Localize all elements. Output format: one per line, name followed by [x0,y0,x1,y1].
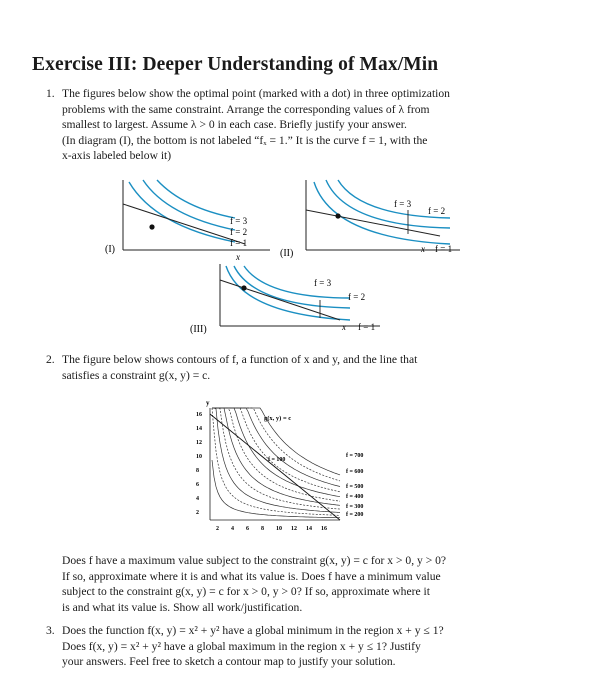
x-tick-label: 16 [321,526,327,532]
question-number: 1. [46,87,55,100]
axis-label-x: x [342,322,346,332]
page-title: Exercise III: Deeper Understanding of Max/Min [32,54,439,75]
figure-2 [280,176,485,266]
y-tick-label: 2 [196,510,199,516]
contour-chart [190,396,390,538]
figure-label: (I) [105,244,115,255]
axis-label-y: y [206,399,210,407]
curve-label: f = 3 [230,216,248,226]
question-line: The figures below show the optimal point (marked with a dot) in three optimization [62,87,450,100]
question-line: If so, approximate where it is and what its value is. Does f have a minimum value [62,569,441,583]
question-line: x-axis labeled below it) [62,149,172,163]
curve-label: f = 2 [428,206,446,216]
level-curve [226,266,350,320]
y-tick-label: 16 [196,412,202,418]
question-1 [46,86,566,164]
x-tick-label: 6 [246,526,249,532]
question-line: smallest to largest. Assume λ > 0 in each case. Briefly justify your answer. [62,118,407,132]
contour-label: f = 100 [268,457,286,463]
question-line: Does f have a maximum value subject to the constraint g(x, y) = c for x > 0, y > 0? [62,554,447,567]
question-number: 2. [46,353,55,366]
x-tick-label: 8 [261,526,264,532]
level-curve [157,180,235,218]
constraint-label: g(x, y) = c [264,415,292,422]
question-line: is and what its value is. Show all work/justification. [62,600,303,614]
optimal-point [149,224,154,229]
question-line: The figure below shows contours of f, a function of x and y, and the line that [62,353,418,366]
question-line: your answers. Feel free to sketch a contour map to justify your solution. [62,655,396,669]
axis-label-x: x [236,252,240,262]
curve-label: f = 3 [394,199,412,209]
contour-label: f = 600 [346,469,364,475]
contour-label: f = 400 [346,494,364,500]
axis-label-x: x [421,244,425,254]
level-curve [326,180,450,228]
contour-label: f = 700 [346,453,364,459]
figure-1 [95,176,280,266]
curve-label: f = 1 [435,244,453,254]
y-tick-label: 6 [196,482,199,488]
optimal-point [335,213,340,218]
y-tick-label: 8 [196,468,199,474]
constraint-line [123,204,248,244]
y-tick-label: 12 [196,440,202,446]
figure-3 [190,262,410,342]
question-line: (In diagram (I), the bottom is not labeled “fₓ = 1.” It is the curve f = 1, with the [62,133,428,147]
x-tick-label: 14 [306,526,312,532]
contour-label: f = 500 [346,484,364,490]
curve-label: f = 2 [348,292,366,302]
level-curve [143,180,235,230]
question-line: satisfies a constraint g(x, y) = c. [62,368,211,382]
curve-label: f = 1 [358,322,376,332]
figure-label: (II) [280,248,294,259]
question-3 [46,623,566,670]
question-line: subject to the constraint g(x, y) = c for x > 0, y > 0? If so, approximate where it [62,585,430,599]
y-tick-label: 4 [196,496,199,502]
y-tick-label: 10 [196,454,202,460]
contour-label: f = 200 [346,512,364,518]
question-line: problems with the same constraint. Arrange the corresponding values of λ from [62,102,430,116]
y-tick-label: 14 [196,426,202,432]
figure-label: (III) [190,324,207,335]
question-line: Does the function f(x, y) = x² + y² have a global minimum in the region x + y ≤ 1? [62,624,444,637]
curve-label: f = 2 [230,227,248,237]
question-number: 3. [46,624,55,637]
curve-label: f = 1 [230,238,248,248]
question-2-followup [62,553,567,615]
x-tick-label: 12 [291,526,297,532]
x-tick-label: 4 [231,526,234,532]
curve-label: f = 3 [314,278,332,288]
contour-curve [212,460,340,518]
contour-label: f = 300 [346,504,364,510]
level-curve [234,266,350,308]
question-line: Does f(x, y) = x² + y² have a global maximum in the region x + y ≤ 1? Justify [62,639,421,653]
x-tick-label: 10 [276,526,282,532]
x-tick-label: 2 [216,526,219,532]
question-2 [46,352,566,383]
optimal-point [241,285,246,290]
